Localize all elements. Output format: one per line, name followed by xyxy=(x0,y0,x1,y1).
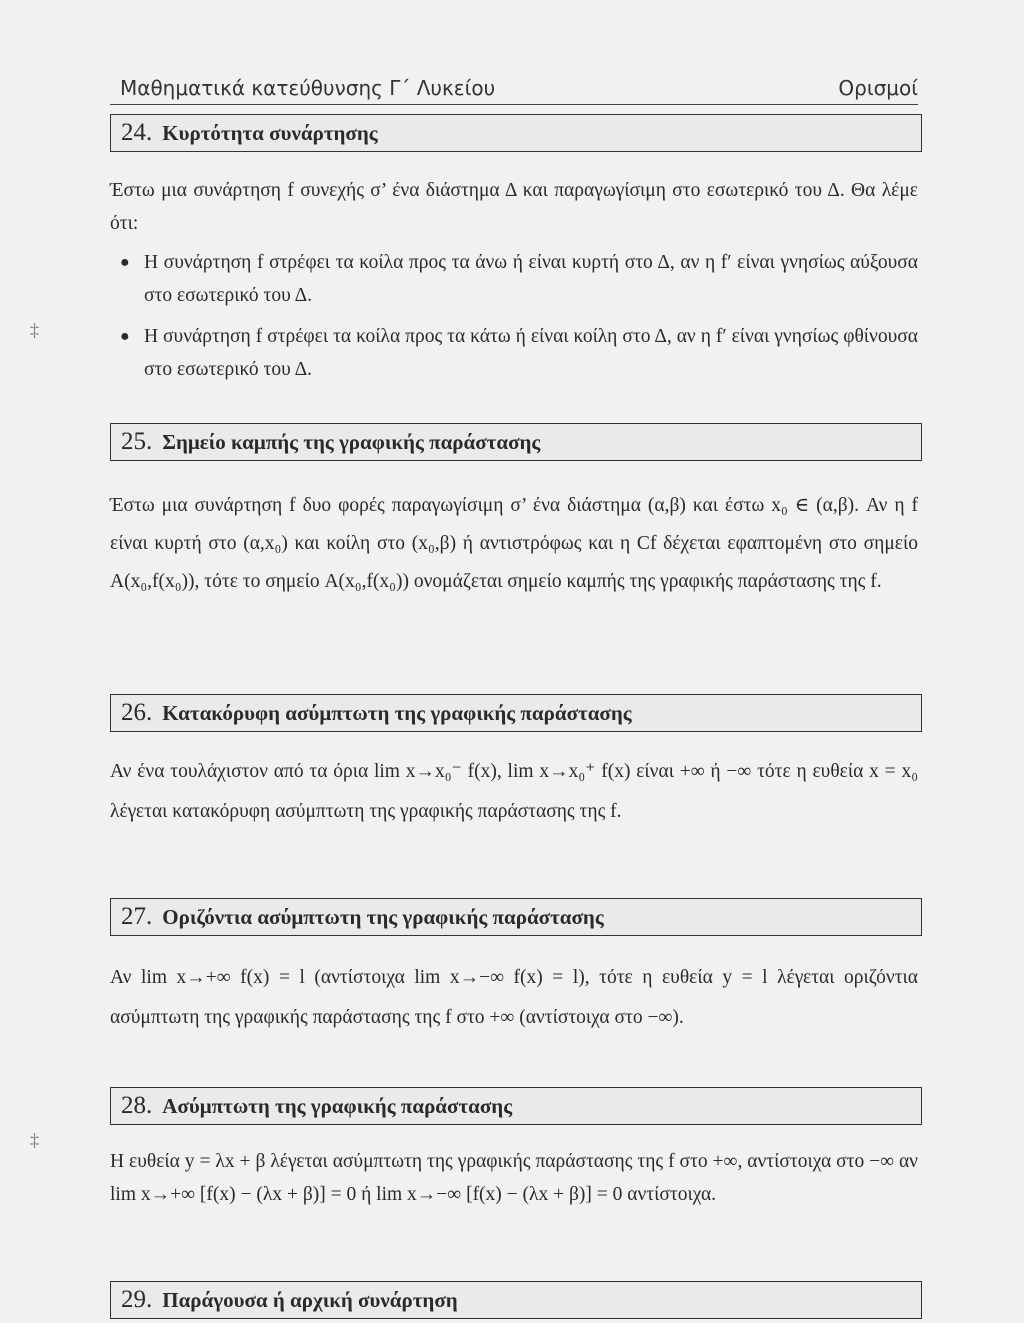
section-number: 24. xyxy=(121,119,153,146)
section-title-box xyxy=(110,898,922,936)
section-body xyxy=(110,1125,922,1211)
section-title: Σημείο καμπής της γραφικής παράστασης xyxy=(162,429,541,454)
section-title: Ασύμπτωτη της γραφικής παράστασης xyxy=(162,1093,513,1118)
section-title: Κυρτότητα συνάρτησης xyxy=(162,120,378,145)
section-26 xyxy=(110,694,922,832)
section-number: 26. xyxy=(121,699,153,726)
section-body xyxy=(110,461,922,601)
section-25 xyxy=(110,423,922,601)
header-rule xyxy=(110,104,918,105)
header-chapter: Ορισμοί xyxy=(838,76,918,100)
header-subject: Μαθηματικά κατεύθυνσης Γ΄ Λυκείου xyxy=(120,76,496,100)
section-title: Κατακόρυφη ασύμπτωτη της γραφικής παράστασης xyxy=(162,700,632,725)
section-number: 28. xyxy=(121,1092,153,1119)
list-item xyxy=(110,320,918,386)
binder-mark: ‡ xyxy=(30,1130,39,1150)
section-title: Παράγουσα ή αρχική συνάρτηση xyxy=(162,1287,458,1312)
list-item-text: Η συνάρτηση f στρέφει τα κοίλα προς τα άνω ή είναι κυρτή στο Δ, αν η f′ είναι γνησίως αύξουσα στο εσωτερικό του Δ. xyxy=(144,252,918,306)
section-title-box xyxy=(110,694,922,732)
section-title-box xyxy=(110,114,922,152)
section-number: 27. xyxy=(121,903,153,930)
section-27 xyxy=(110,898,922,1038)
list-item xyxy=(110,246,918,312)
page-header xyxy=(120,76,918,102)
section-24 xyxy=(110,114,922,394)
section-body xyxy=(110,152,922,386)
section-number: 29. xyxy=(121,1286,153,1313)
section-intro: Έστω μια συνάρτηση f συνεχής σ’ ένα διάστημα Δ και παραγωγίσιμη στο εσωτερικό του Δ. Θα λέμε ότι: xyxy=(110,180,918,234)
section-title: Οριζόντια ασύμπτωτη της γραφικής παράστασης xyxy=(162,904,604,929)
section-title-box xyxy=(110,1087,922,1125)
section-text: Αν ένα τουλάχιστον από τα όρια lim x→x₀⁻ f(x), lim x→x₀⁺ f(x) είναι +∞ ή −∞ τότε η ευθεία x = x₀ λέγεται κατακόρυφη ασύμπτωτη της γραφικής παράστασης της f. xyxy=(110,761,918,822)
bullet-icon: ● xyxy=(120,254,130,271)
section-29 xyxy=(110,1281,922,1319)
bullet-list xyxy=(110,246,918,386)
section-body xyxy=(110,936,922,1038)
section-title-box xyxy=(110,1281,922,1319)
section-body xyxy=(110,732,922,832)
section-text: Η ευθεία y = λx + β λέγεται ασύμπτωτη της γραφικής παράστασης της f στο +∞, αντίστοιχα στο −∞ αν lim x→+∞ [f(x) − (λx + β)] = 0 ή lim x→−∞ [f(x) − (λx + β)] = 0 αντίστοιχα. xyxy=(110,1151,918,1205)
section-number: 25. xyxy=(121,428,153,455)
section-title-box xyxy=(110,423,922,461)
section-text: Αν lim x→+∞ f(x) = l (αντίστοιχα lim x→−∞ f(x) = l), τότε η ευθεία y = l λέγεται οριζόντια ασύμπτωτη της γραφικής παράστασης της f στο +∞ (αντίστοιχα στο −∞). xyxy=(110,967,918,1028)
bullet-icon: ● xyxy=(120,328,130,345)
section-28 xyxy=(110,1087,922,1211)
section-text: Έστω μια συνάρτηση f δυο φορές παραγωγίσιμη σ’ ένα διάστημα (α,β) και έστω x₀ ∈ (α,β). Αν η f είναι κυρτή στο (α,x₀) και κοίλη στο (x₀,β) ή αντιστρόφως και η Cf δέχεται εφαπτομένη στο σημείο A(x₀,f(x₀)), τότε το σημείο A(x₀,f(x₀)) ονομάζεται σημείο καμπής της γραφικής παράστασης της f. xyxy=(110,495,918,592)
list-item-text: Η συνάρτηση f στρέφει τα κοίλα προς τα κάτω ή είναι κοίλη στο Δ, αν η f′ είναι γνησίως φθίνουσα στο εσωτερικό του Δ. xyxy=(144,326,918,380)
binder-mark: ‡ xyxy=(30,320,39,340)
